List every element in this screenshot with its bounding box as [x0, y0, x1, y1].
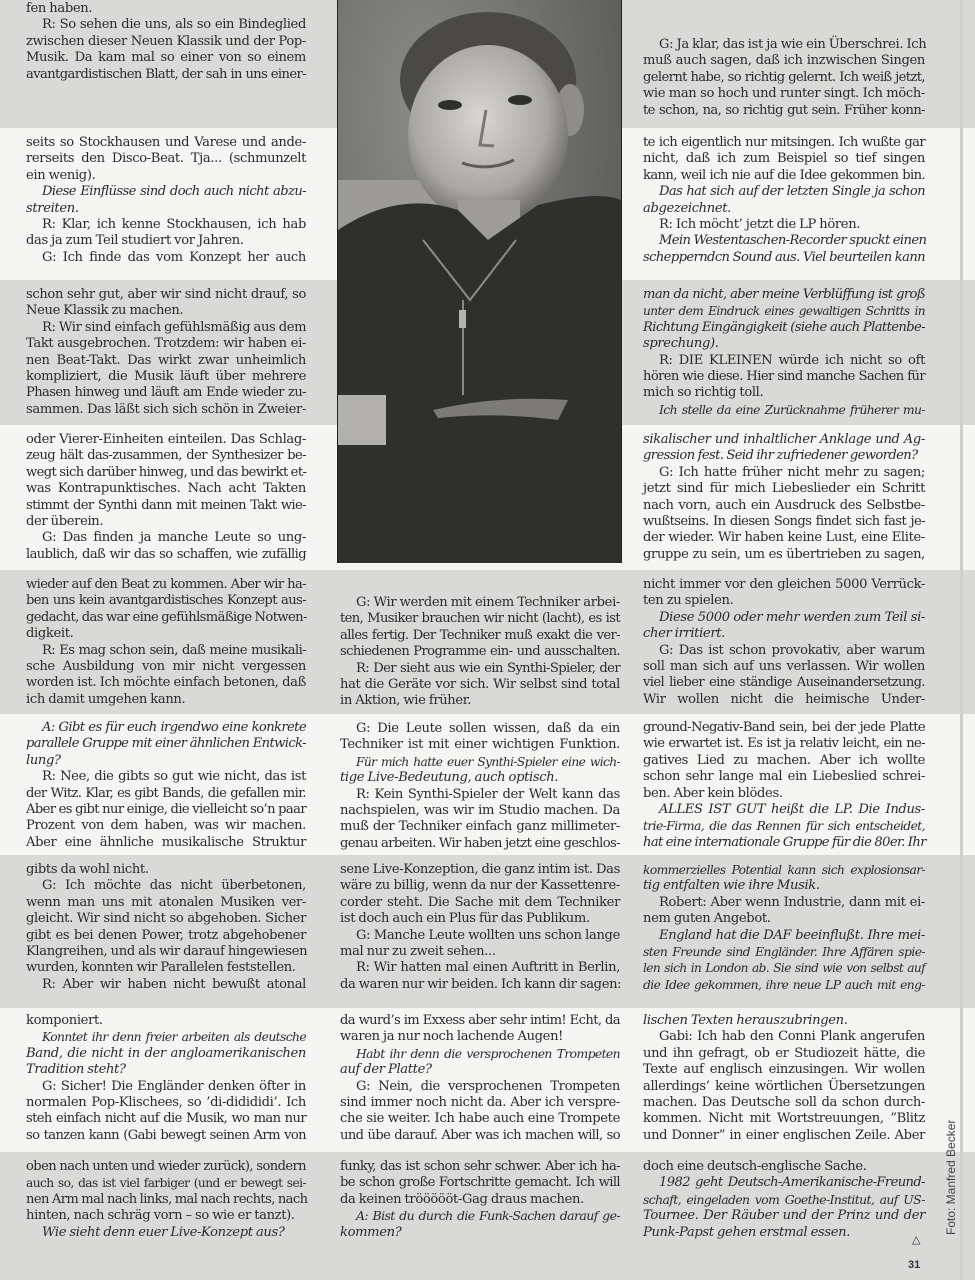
text-line: schaft, eingeladen vom Goethe-Institut, auf US-: [643, 1191, 925, 1207]
text-line: so tanzen kann (Gabi bewegt seinen Arm von: [26, 1127, 306, 1143]
text-line: und ihn gefragt, ob er Studiozeit hätte, die: [643, 1045, 925, 1061]
text-line: schiedenen Programme ein- und ausschalten.: [340, 644, 620, 660]
text-line: G: Manche Leute wollten uns schon lange: [356, 927, 620, 943]
text-line: corder steht. Die Sache mit dem Techniker: [340, 894, 620, 910]
text-line: soll man sich auf uns verlassen. Wir wollen: [643, 658, 925, 674]
text-line: England hat die DAF beeinflußt. Ihre mei-: [659, 927, 925, 943]
portrait-illustration: [338, 0, 621, 563]
text-line: funky, das ist schon sehr schwer. Aber ich ha-: [340, 1159, 620, 1174]
text-line: che sie weiter. Ich habe auch eine Trompete: [340, 1111, 620, 1127]
end-of-article-mark: △: [912, 1233, 921, 1246]
text-line: ich damit umgehen kann.: [26, 691, 186, 707]
text-line: unter dem Eindruck eines gewaltigen Schritts in: [643, 304, 925, 319]
text-line: R: Kein Synthi-Spieler der Welt kann das: [356, 786, 620, 802]
text-line: Ich stelle da eine Zurücknahme früherer mu-: [659, 401, 925, 417]
text-line: A: Bist du durch die Funk-Sachen darauf ge-: [356, 1208, 620, 1224]
text-line: sammen. Das läßt sich sich schön in Zweier-: [26, 401, 306, 417]
text-block: [643, 1159, 925, 1241]
text-line: G: Die Leute sollen wissen, daß da ein: [356, 721, 620, 736]
text-block: [26, 1, 306, 83]
text-line: streiten.: [26, 200, 79, 216]
text-line: schon sehr lange mal ein Liebeslied schrei-: [643, 769, 925, 785]
text-line: Aber eine ähnliche musikalische Struktur: [26, 834, 306, 850]
text-line: gibts da wohl nicht.: [26, 862, 149, 877]
text-line: Takt ausgebrochen. Trotzdem: wir haben ei-: [26, 336, 306, 352]
text-line: wäre zu billig, wenn da nur der Kassettenre-: [340, 878, 620, 894]
text-line: auf der Platte?: [340, 1062, 432, 1078]
text-line: kommen. Nicht mit Wortstreuungen, ”Blitz: [643, 1111, 925, 1127]
page-edge: [960, 0, 963, 1280]
text-line: G: Ich hatte früher nicht mehr zu sagen;: [659, 464, 925, 480]
text-line: wie man so hoch und runter singt. Ich möch-: [643, 86, 925, 102]
text-line: der überein.: [26, 513, 104, 529]
text-line: 1982 geht Deutsch-Amerikanische-Freund-: [659, 1175, 925, 1191]
text-line: Diese Einflüsse sind doch auch nicht abzu-: [42, 184, 306, 200]
text-line: Texte auf englisch einzusingen. Wir wollen: [643, 1062, 925, 1078]
text-line: G: Ich finde das vom Konzept her auch: [42, 249, 306, 265]
text-line: auch so, das ist viel farbiger (und er bewegt sei-: [26, 1176, 306, 1191]
text-line: viel lieber eine ständige Auseinandersetzung.: [643, 675, 925, 691]
text-line: R: Nee, die gibts so gut wie nicht, das ist: [42, 769, 306, 785]
text-line: genau arbeiten. Wir haben jetzt eine geschlos-: [340, 835, 620, 851]
text-line: parallele Gruppe mit einer ähnlichen Entwick-: [26, 736, 306, 752]
text-line: wieder auf den Beat zu kommen. Aber wir ha-: [26, 577, 306, 592]
text-line: ein wenig).: [26, 167, 96, 183]
text-line: Klangreihen, und als wir darauf hingewiesen: [26, 943, 308, 959]
text-line: kommen?: [340, 1224, 402, 1240]
text-line: R: Wir hatten mal einen Auftritt in Berlin,: [356, 960, 620, 976]
text-line: und Donner” in einer englischen Zeile. Aber: [643, 1127, 925, 1143]
text-line: schepperndcn Sound aus. Viel beurteilen kann: [643, 249, 925, 265]
text-line: Wir wollen nicht die heimische Under-: [643, 691, 925, 707]
text-block: [643, 720, 925, 851]
text-line: sten Freunde sind Engländer. Ihre Affären spie-: [643, 943, 925, 959]
text-line: G: Sicher! Die Engländer denken öfter in: [42, 1078, 306, 1094]
text-line: sche Ausbildung von mir nicht vergessen: [26, 658, 306, 674]
text-block: [340, 1013, 620, 1144]
text-block: [340, 1159, 620, 1241]
text-line: gleicht. Wir sind nicht so abgehoben. Sicher: [26, 911, 306, 927]
text-line: hat die Geräte vor sich. Wir selbst sind total: [340, 676, 620, 692]
text-line: nach vorn, auch ein Ausdruck des Selbstbe-: [643, 497, 925, 513]
text-line: muß auch sagen, daß ich inzwischen Singen: [643, 53, 925, 69]
text-line: tige Live-Bedeutung, auch optisch.: [340, 770, 559, 786]
text-line: seits so Stockhausen und Varese und ande-: [26, 135, 306, 150]
text-line: wenn man uns mit atonalen Musiken ver-: [26, 894, 306, 910]
text-line: kommerzielles Potential kann sich explosionsar-: [643, 863, 925, 877]
text-line: allerdings’ keine wörtlichen Übersetzungen: [643, 1078, 925, 1094]
text-line: gatives Lied zu machen. Aber ich wollte: [643, 752, 925, 768]
text-line: kann, weil ich nie auf die Idee gekommen bin.: [643, 167, 925, 183]
text-line: oder Vierer-Einheiten einteilen. Das Schlag-: [26, 432, 306, 447]
text-line: ten, Musiker brauchen wir nicht (lacht), es ist: [340, 611, 620, 627]
text-line: Tournee. Der Räuber und der Prinz und der: [643, 1208, 925, 1224]
text-line: was Kontrapunktisches. Nach acht Takten: [26, 481, 306, 497]
text-line: Diese 5000 oder mehr werden zum Teil si-: [659, 609, 925, 625]
text-line: Neue Klassik zu machen.: [26, 303, 184, 319]
text-line: die Idee gekommen, ihre neue LP auch mit eng-: [643, 977, 925, 992]
text-block: [26, 432, 306, 563]
text-line: A: Gibt es für euch irgendwo eine konkrete: [42, 720, 306, 735]
portrait-photo: [337, 0, 622, 563]
text-line: Punk-Papst gehen erstmal essen.: [643, 1224, 851, 1240]
text-line: man da nicht, aber meine Verblüffung ist groß: [643, 287, 925, 302]
text-line: mich so richtig toll.: [643, 385, 764, 401]
text-line: Wie sieht denn euer Live-Konzept aus?: [42, 1224, 285, 1240]
text-line: sikalischer und inhaltlicher Anklage und Ag-: [643, 432, 925, 447]
text-line: da wurd’s im Exxess aber sehr intim! Echt, da: [340, 1013, 620, 1028]
text-block: [26, 1159, 306, 1241]
text-line: cher irritiert.: [643, 626, 725, 642]
text-line: R: So sehen die uns, als so ein Bindeglied: [42, 17, 306, 33]
text-line: Konntet ihr denn freier arbeiten als deutsche: [42, 1030, 306, 1045]
text-line: Band, die nicht in der angloamerikanischen: [26, 1045, 306, 1061]
text-line: da keinen tröööööt-Gag draus machen.: [340, 1191, 584, 1207]
text-line: G: Ja klar, das ist ja wie ein Überschrei. Ich: [659, 37, 927, 52]
text-line: gression fest. Seid ihr zufriedener geworden?: [643, 448, 918, 464]
text-line: wie erwartet ist. Es ist ja relativ leicht, ein ne-: [643, 736, 925, 752]
text-line: sene Live-Konzeption, die ganz intim ist. Das: [340, 862, 620, 877]
text-line: nicht, daß ich zum Beispiel so tief singen: [643, 151, 925, 167]
text-line: mal nur zu zweit sehen...: [340, 943, 496, 959]
text-block: [26, 287, 306, 418]
text-line: nen Arm mal nach links, mal nach rechts, nach: [26, 1191, 308, 1207]
text-line: steh einfach nicht auf die Musik, wo man nur: [26, 1111, 306, 1127]
text-block: [26, 577, 306, 708]
text-block: [340, 862, 620, 993]
text-block: [340, 595, 620, 710]
text-line: nem guten Angebot.: [643, 911, 771, 927]
text-block: [26, 1013, 306, 1144]
text-block: [643, 577, 925, 708]
text-line: oben nach unten und wieder zurück), sondern: [26, 1159, 306, 1174]
text-line: zwischen dieser Neuen Klassik und der Pop-: [26, 33, 306, 49]
text-line: Musik. Da kam mal so einer von so einem: [26, 50, 306, 66]
text-line: wußtseins. In diesen Songs findet sich fast je-: [643, 513, 925, 529]
text-line: Aber es gibt nur einige, die vielleicht so’n paar: [26, 801, 306, 817]
text-line: komponiert.: [26, 1013, 103, 1028]
text-line: R: Es mag schon sein, daß meine musikali-: [42, 642, 306, 658]
text-block: [26, 135, 306, 266]
text-line: sind immer noch nicht da. Aber ich verspre-: [340, 1094, 620, 1110]
text-line: len sich in London ab. Sie sind wie von selbst auf: [643, 961, 925, 976]
text-line: in Aktion, wie früher.: [340, 693, 472, 709]
text-line: stimmt der Synthi dann mit meinen Takt wie-: [26, 497, 306, 513]
text-line: hören wie diese. Hier sind manche Sachen für: [643, 368, 925, 384]
text-line: G: Wir werden mit einem Techniker arbei-: [356, 595, 620, 610]
text-line: worden ist. Ich möchte einfach betonen, daß: [26, 675, 306, 691]
text-line: zeug hält das-zusammen, der Synthesizer be-: [26, 448, 306, 464]
photo-credit: Foto: Manfred Becker: [944, 1119, 958, 1235]
text-line: wurden, konnten wir Parallelen feststellen.: [26, 960, 296, 976]
text-line: Phasen hinweg und läuft am Ende wieder zu-: [26, 385, 306, 401]
text-line: Richtung Eingängigkeit (siehe auch Plattenbe-: [643, 319, 925, 335]
text-line: muß der Techniker einfach ganz millimeter-: [340, 819, 620, 835]
text-line: gelernt habe, so richtig gelernt. Ich weiß jetzt,: [643, 69, 925, 85]
text-line: nicht immer vor den gleichen 5000 Verrück-: [643, 577, 925, 592]
text-line: wegt sich darüber hinweg, und das bewirkt et-: [26, 464, 307, 480]
text-line: G: Nein, die versprochenen Trompeten: [356, 1078, 620, 1094]
text-line: kompliziert, die Musik läuft über mehrere: [26, 368, 306, 384]
text-block: [643, 1013, 925, 1144]
text-line: alles fertig. Der Techniker muß exakt die ver-: [340, 627, 620, 643]
text-line: digkeit.: [26, 626, 74, 642]
text-line: G: Das ist schon provokativ, aber warum: [659, 642, 925, 658]
text-line: fen haben.: [26, 1, 93, 16]
text-line: ten zu spielen.: [643, 593, 734, 609]
text-line: machen. Das Deutsche soll da schon durch-: [643, 1094, 925, 1110]
text-line: normalen Pop-Klischees, so ’di-didididi’. Ich: [26, 1094, 306, 1110]
text-line: nachspielen, was wir im Studio machen. Da: [340, 802, 620, 818]
text-line: lung?: [26, 752, 61, 768]
text-line: rerseits den Disco-Beat. Tja... (schmunzelt: [26, 151, 306, 167]
page-number: 31: [908, 1259, 921, 1271]
text-line: tig entfalten wie ihre Musik.: [643, 878, 820, 894]
text-block: [643, 432, 925, 563]
text-line: hat eine internationale Gruppe für die 80er. Ihr: [643, 834, 926, 850]
text-line: trie-Firma, die das Rennen für sich entscheidet,: [643, 819, 925, 834]
text-line: Mein Westentaschen-Recorder spuckt einen: [659, 233, 927, 249]
text-line: Techniker ist mit einer wichtigen Funktion.: [340, 737, 620, 753]
text-line: R: DIE KLEINEN würde ich nicht so oft: [659, 352, 925, 368]
text-line: be schon große Fortschritte gemacht. Ich will: [340, 1175, 620, 1191]
text-line: da waren nur wir beiden. Ich kann dir sagen:: [340, 976, 622, 992]
text-block: [643, 135, 925, 266]
text-block: [26, 862, 306, 993]
text-line: avantgardistischen Blatt, der sah in uns einer-: [26, 66, 306, 82]
text-line: te schon, na, so richtig gut sein. Früher konn-: [643, 102, 925, 118]
text-line: ben uns kein avantgardistisches Konzept aus-: [26, 593, 306, 609]
text-line: Habt ihr denn die versprochenen Trompeten: [356, 1046, 620, 1061]
text-line: lischen Texten herauszubringen.: [643, 1013, 848, 1028]
text-line: R: Klar, ich kenne Stockhausen, ich hab: [42, 216, 306, 232]
text-block: [26, 720, 306, 851]
text-line: der wieder. Wir haben keine Lust, eine Elite-: [643, 530, 925, 546]
text-block: [340, 721, 620, 852]
text-line: gruppe zu sein, um es übertrieben zu sagen,: [643, 546, 925, 562]
text-line: abgezeichnet.: [643, 200, 731, 216]
text-line: R: Der sieht aus wie ein Synthi-Spieler, der: [356, 660, 620, 676]
text-line: ist doch auch ein Plus für das Publikum.: [340, 911, 590, 927]
text-line: ben. Aber kein blödes.: [643, 785, 783, 801]
text-line: waren ja nur noch lachende Augen!: [340, 1029, 564, 1045]
text-line: R: Wir sind einfach gefühlsmäßig aus dem: [42, 319, 307, 335]
text-line: ALLES IST GUT heißt die LP. Die Indus-: [659, 801, 925, 817]
text-line: R: Ich möcht’ jetzt die LP hören.: [659, 216, 861, 232]
text-line: R: Aber wir haben nicht bewußt atonal: [42, 976, 306, 992]
text-line: laublich, daß wir das so schaffen, wie zufällig: [26, 546, 306, 562]
text-line: gedacht, das war eine gefühlsmäßige Notwen-: [26, 609, 307, 625]
text-line: jetzt sind für mich Liebeslieder ein Schritt: [643, 481, 925, 497]
text-line: gibt es bei denen Power, trotz abgehobener: [26, 927, 306, 943]
text-line: Tradition steht?: [26, 1062, 126, 1078]
text-line: schon sehr gut, aber wir sind nicht drauf, so: [26, 287, 306, 302]
text-line: G: Das finden ja manche Leute so ung-: [42, 530, 306, 546]
text-line: ground-Negativ-Band sein, bei der jede Platte: [643, 720, 925, 735]
text-block: [643, 862, 925, 993]
text-line: doch eine deutsch-englische Sache.: [643, 1159, 867, 1174]
text-line: Das hat sich auf der letzten Single ja schon: [659, 184, 925, 200]
text-line: Für mich hatte euer Synthi-Spieler eine wich-: [356, 754, 620, 769]
text-line: nen Beat-Takt. Das wirkt zwar unheimlich: [26, 352, 306, 368]
text-block: [643, 287, 925, 418]
text-block: [643, 37, 925, 119]
text-line: das ja zum Teil studiert vor Jahren.: [26, 233, 244, 249]
text-line: Gabi: Ich hab den Conni Plank angerufen: [659, 1029, 925, 1045]
text-line: hinten, nach schräg vorn – so wie er tanzt).: [26, 1208, 295, 1224]
text-line: der Witz. Klar, es gibt Bands, die gefallen mir.: [26, 785, 306, 801]
text-line: G: Ich möchte das nicht überbetonen,: [42, 878, 306, 894]
text-line: Prozent von dem haben, was wir machen.: [26, 818, 306, 834]
text-line: sprechung).: [643, 336, 719, 352]
text-line: und übe darauf. Aber was ich machen will, so: [340, 1127, 620, 1143]
text-line: Robert: Aber wenn Industrie, dann mit ei-: [659, 894, 925, 910]
text-line: te ich eigentlich nur mitsingen. Ich wußte gar: [643, 135, 925, 150]
